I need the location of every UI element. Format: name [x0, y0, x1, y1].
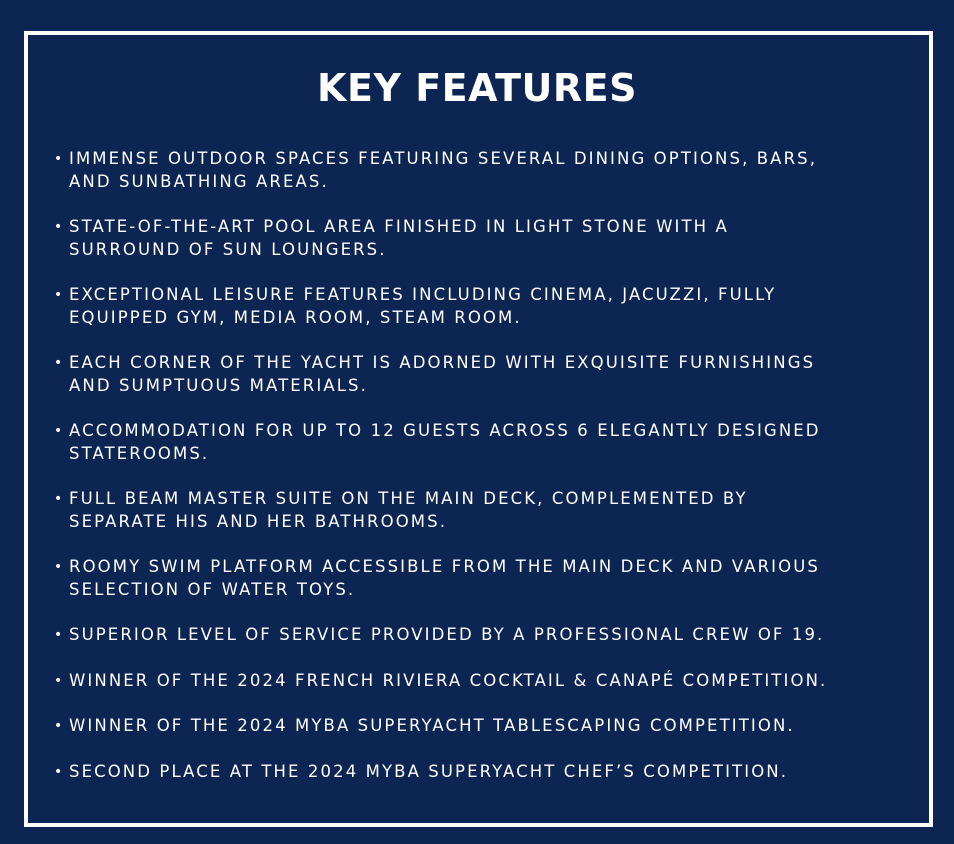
feature-text-line: EACH CORNER OF THE YACHT IS ADORNED WITH EXQUISITE FURNISHINGS: [69, 353, 816, 372]
feature-text-line: AND SUMPTUOUS MATERIALS.: [69, 375, 368, 395]
feature-text-line: ROOMY SWIM PLATFORM ACCESSIBLE FROM THE MAIN DECK AND VARIOUS: [69, 557, 820, 576]
feature-item: [54, 148, 924, 216]
feature-text-line: SEPARATE HIS AND HER BATHROOMS.: [69, 511, 448, 531]
bullet-icon: •: [54, 151, 65, 167]
bullet-icon: •: [54, 763, 65, 780]
bullet-icon: •: [54, 559, 65, 575]
feature-text-line: SELECTION OF WATER TOYS.: [69, 579, 356, 599]
feature-text-line: WINNER OF THE 2024 FRENCH RIVIERA COCKTAIL & CANAPÉ COMPETITION.: [69, 670, 828, 690]
bullet-icon: •: [54, 718, 65, 734]
feature-item: [54, 624, 924, 670]
feature-text-line: EXCEPTIONAL LEISURE FEATURES INCLUDING CINEMA, JACUZZI, FULLY: [69, 285, 777, 304]
feature-item: [54, 284, 924, 352]
feature-list: [54, 148, 924, 806]
feature-text-line: ACCOMMODATION FOR UP TO 12 GUESTS ACROSS 6 ELEGANTLY DESIGNED: [69, 421, 821, 440]
feature-text-line: SUPERIOR LEVEL OF SERVICE PROVIDED BY A PROFESSIONAL CREW OF 19.: [69, 625, 825, 644]
bullet-icon: •: [54, 287, 65, 303]
bullet-icon: •: [54, 491, 65, 507]
feature-item: [54, 216, 924, 284]
bullet-icon: •: [54, 423, 65, 439]
feature-text-line: EQUIPPED GYM, MEDIA ROOM, STEAM ROOM.: [69, 307, 522, 327]
feature-item: [54, 761, 924, 807]
bullet-icon: •: [54, 672, 65, 689]
feature-text-line: STATE-OF-THE-ART POOL AREA FINISHED IN LIGHT STONE WITH A: [69, 217, 729, 236]
feature-item: [54, 715, 924, 761]
bullet-icon: •: [54, 355, 65, 371]
feature-item: [54, 670, 924, 716]
feature-item: [54, 352, 924, 420]
bullet-icon: •: [54, 627, 65, 643]
feature-text-line: WINNER OF THE 2024 MYBA SUPERYACHT TABLESCAPING COMPETITION.: [69, 716, 795, 735]
feature-text-line: SECOND PLACE AT THE 2024 MYBA SUPERYACHT CHEF’S COMPETITION.: [69, 761, 789, 781]
bullet-icon: •: [54, 219, 65, 235]
feature-text-line: FULL BEAM MASTER SUITE ON THE MAIN DECK, COMPLEMENTED BY: [69, 489, 748, 508]
feature-text-line: SURROUND OF SUN LOUNGERS.: [69, 239, 387, 259]
feature-text-line: AND SUNBATHING AREAS.: [69, 171, 329, 191]
feature-item: [54, 488, 924, 556]
feature-text-line: IMMENSE OUTDOOR SPACES FEATURING SEVERAL DINING OPTIONS, BARS,: [69, 149, 818, 168]
feature-item: [54, 556, 924, 624]
feature-item: [54, 420, 924, 488]
page-title: KEY FEATURES: [317, 66, 637, 110]
feature-text-line: STATEROOMS.: [69, 443, 210, 463]
